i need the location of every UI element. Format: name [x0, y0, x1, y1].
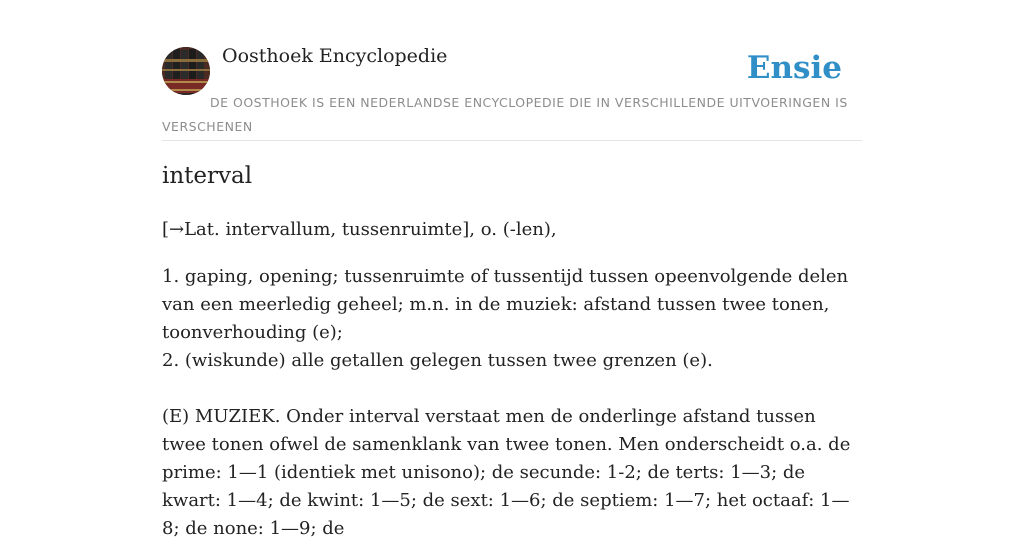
entry-note: (E) MUZIEK. Onder interval verstaat men de onderlinge afstand tussen twee tonen ofwel de samenklank van twee tonen. Men onderscheidt o.a. de prime: 1—1 (identiek met unisono); de secunde: 1-2; de terts: 1—3; de kwart: 1—4; de kwint: 1—5; de sext: 1—6; de septiem: 1—7; het octaaf: 1—8; de none: 1—9; de [162, 406, 851, 539]
entry-definitions [162, 263, 862, 375]
site-tagline: DE OOSTHOEK IS EEN NEDERLANDSE ENCYCLOPEDIE DIE IN VERSCHILLENDE UITVOERINGEN IS VERSCHENEN [162, 95, 848, 134]
site-header [162, 0, 862, 141]
definition-2: 2. (wiskunde) alle getallen gelegen tussen twee grenzen (e). [162, 350, 713, 371]
brand-logo-text[interactable]: Ensie [746, 50, 842, 86]
page [162, 0, 862, 539]
definition-1: 1. gaping, opening; tussenruimte of tussentijd tussen opeenvolgende delen van een meerledig geheel; m.n. in de muziek: afstand tussen twee tonen, toonverhouding (e); [162, 266, 849, 343]
site-title[interactable]: Oosthoek Encyclopedie [222, 45, 448, 67]
book-spines-icon [162, 47, 210, 95]
avatar[interactable] [162, 47, 210, 95]
entry-title: interval [162, 163, 253, 189]
entry-etymology: [→Lat. intervallum, tussenruimte], o. (-len), [162, 219, 557, 240]
